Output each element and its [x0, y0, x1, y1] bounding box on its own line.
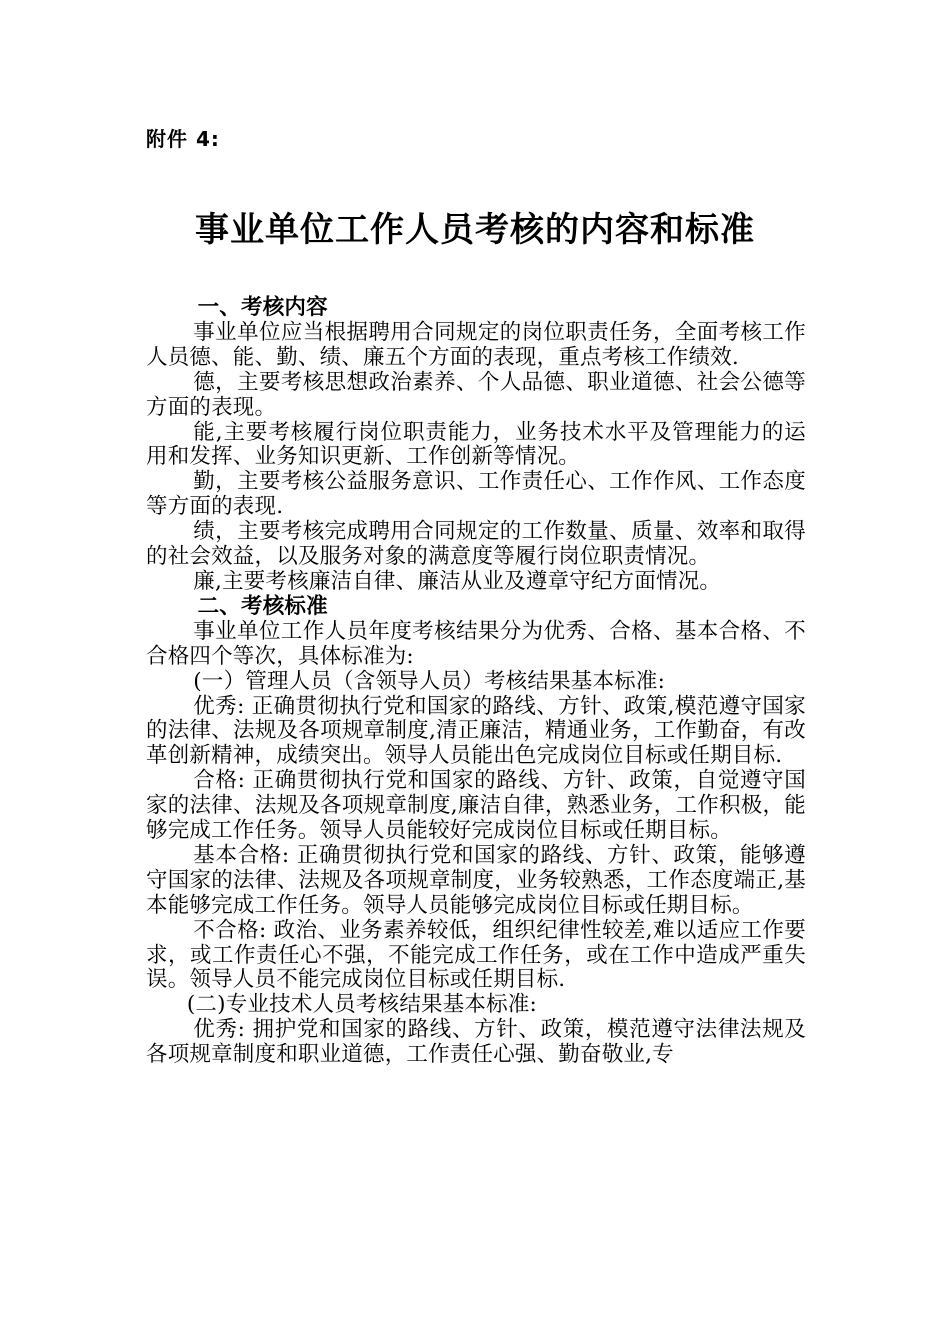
- paragraph: 合格: 正确贯彻执行党和国家的路线、方针、政策，自觉遵守国家的法律、法规及各项规章制度,廉洁自律，熟悉业务，工作积极，能够完成工作任务。领导人员能较好完成岗位目标或任期目标。: [146, 768, 806, 844]
- document-body: [146, 296, 806, 1068]
- paragraph: 优秀: 拥护党和国家的路线、方针、政策，模范遵守法律法规及各项规章制度和职业道德，工作责任心强、勤奋敬业,专: [146, 1017, 806, 1068]
- paragraph: 勤，主要考核公益服务意识、工作责任心、工作作风、工作态度等方面的表现.: [146, 469, 806, 520]
- paragraph: 不合格: 政治、业务素养较低，组织纪律性较差,难以适应工作要求，或工作责任心不强，不能完成工作任务，或在工作中造成严重失误。领导人员不能完成岗位目标或任期目标.: [146, 917, 806, 993]
- subsection-heading-management: (一）管理人员（含领导人员）考核结果基本标准:: [193, 668, 666, 694]
- paragraph: 绩，主要考核完成聘用合同规定的工作数量、质量、效率和取得的社会效益，以及服务对象的满意度等履行岗位职责情况。: [146, 519, 806, 570]
- section-heading-standards: 二、考核标准: [197, 593, 328, 619]
- paragraph: 廉,主要考核廉洁自律、廉洁从业及遵章守纪方面情况。: [193, 568, 722, 594]
- paragraph: 能,主要考核履行岗位职责能力，业务技术水平及管理能力的运用和发挥、业务知识更新、工作创新等情况。: [146, 419, 806, 470]
- subsection-heading-technical: (二)专业技术人员考核结果基本标准:: [186, 992, 537, 1018]
- paragraph: 德，主要考核思想政治素养、个人品德、职业道德、社会公德等方面的表现。: [146, 369, 806, 420]
- attachment-label: 附件 4:: [146, 127, 220, 151]
- paragraph: 事业单位应当根据聘用合同规定的岗位职责任务，全面考核工作人员德、能、勤、绩、廉五个方面的表现，重点考核工作绩效.: [146, 319, 806, 370]
- paragraph: 基本合格: 正确贯彻执行党和国家的路线、方针、政策，能够遵守国家的法律、法规及各项规章制度，业务较熟悉，工作态度端正,基本能够完成工作任务。领导人员能够完成岗位目标或任期目标。: [146, 842, 806, 918]
- paragraph: 优秀: 正确贯彻执行党和国家的路线、方针、政策,模范遵守国家的法律、法规及各项规章制度,清正廉洁，精通业务，工作勤奋，有改革创新精神，成绩突出。领导人员能出色完成岗位目标或任期目标.: [146, 693, 806, 769]
- paragraph: 事业单位工作人员年度考核结果分为优秀、合格、基本合格、不合格四个等次，具体标准为:: [146, 618, 806, 669]
- document-title: 事业单位工作人员考核的内容和标准: [195, 210, 755, 250]
- section-heading-content: 一、考核内容: [197, 295, 328, 320]
